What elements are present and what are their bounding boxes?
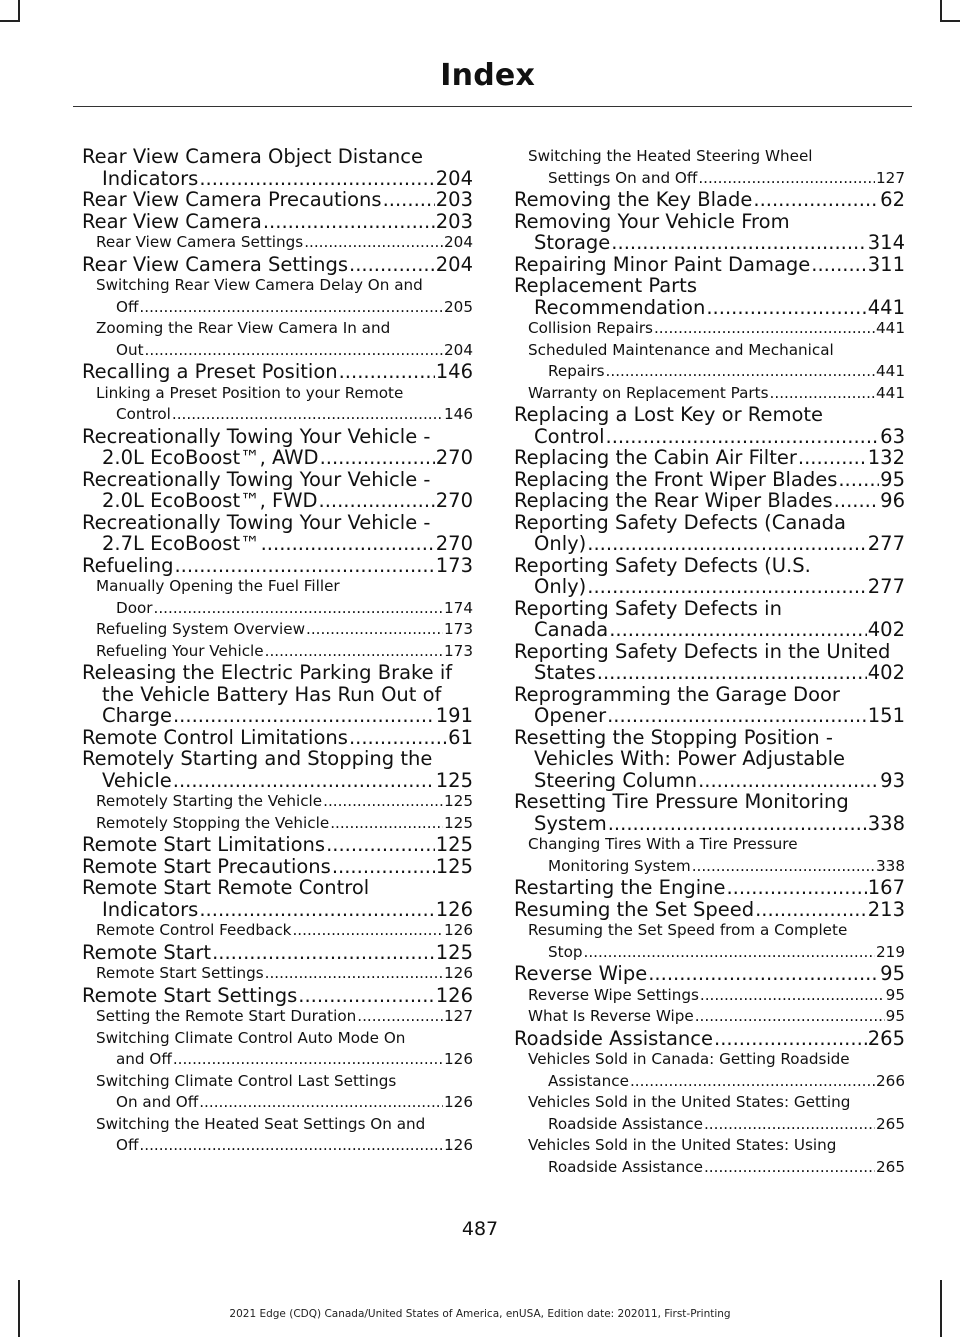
page-reference: 126	[435, 897, 473, 921]
index-subentry	[514, 985, 905, 1007]
page-reference: 277	[867, 532, 905, 555]
index-entry	[514, 490, 905, 512]
page-reference: 174	[444, 598, 473, 617]
index-entry	[82, 985, 473, 1007]
entry-text: Only)	[534, 532, 587, 555]
dot-leader	[706, 297, 866, 319]
entry-text: Reverse Wipe Settings	[528, 985, 699, 1004]
entry-text: Changing Tires With a Tire Pressure	[528, 835, 798, 853]
entry-text: Recreationally Towing Your Vehicle -	[82, 467, 431, 491]
index-subentry	[82, 641, 473, 663]
dot-leader	[212, 942, 435, 964]
index-subentry	[82, 318, 473, 361]
entry-text: Reverse Wipe	[514, 962, 648, 985]
entry-text: Zooming the Rear View Camera In and	[96, 319, 391, 337]
page-reference: 311	[867, 252, 905, 276]
dot-leader	[770, 383, 875, 405]
dot-leader	[306, 619, 443, 641]
entry-text: Recalling a Preset Position	[82, 360, 338, 383]
dot-leader	[298, 985, 435, 1007]
page-reference: 125	[435, 768, 473, 792]
index-entry	[514, 963, 905, 985]
dot-leader	[607, 705, 867, 727]
entry-text: Switching Climate Control Auto Mode On	[96, 1028, 406, 1047]
index-subentry	[514, 920, 905, 963]
index-subentry	[514, 1006, 905, 1028]
index-entry	[514, 555, 905, 598]
entry-text: Remote Control Limitations	[82, 725, 348, 749]
entry-text: Indicators	[102, 166, 199, 190]
entry-text: Rear View Camera Object Distance	[82, 145, 424, 168]
index-subentry	[82, 576, 473, 619]
entry-text: Releasing the Electric Parking Brake if	[82, 661, 453, 684]
entry-text: Remote Start Remote Control	[82, 876, 370, 899]
dot-leader	[838, 469, 879, 491]
index-subentry	[82, 1071, 473, 1114]
index-subentry	[514, 1092, 905, 1135]
page-reference: 204	[435, 252, 473, 276]
dot-leader	[139, 297, 443, 319]
index-entry	[82, 189, 473, 211]
index-entry	[514, 791, 905, 834]
entry-text: Rear View Camera	[82, 209, 262, 233]
page-reference: 125	[444, 792, 473, 810]
entry-text: Reporting Safety Defects in the United	[514, 639, 891, 663]
dot-leader	[339, 361, 435, 383]
dot-leader	[172, 404, 443, 426]
page-reference: 125	[435, 940, 473, 964]
page-reference: 95	[885, 1007, 905, 1025]
entry-text: Replacing the Front Wiper Blades	[514, 467, 838, 491]
entry-text: Refueling System Overview	[96, 620, 306, 638]
page-reference: 277	[867, 575, 905, 598]
index-subentry	[82, 1028, 473, 1071]
dot-leader	[332, 856, 435, 878]
page-reference: 219	[876, 942, 905, 961]
dot-leader	[261, 533, 435, 555]
page-reference: 204	[444, 340, 473, 359]
index-entry	[82, 254, 473, 276]
index-entry	[514, 404, 905, 447]
entry-text: Scheduled Maintenance and Mechanical	[528, 340, 834, 359]
page-reference: 146	[444, 405, 473, 423]
index-subentry	[514, 318, 905, 340]
page-reference: 266	[876, 1071, 905, 1090]
entry-text: Switching the Heated Steering Wheel	[528, 147, 813, 165]
index-entry	[514, 211, 905, 254]
entry-text: Remote Start Settings	[82, 983, 298, 1007]
dot-leader	[834, 490, 880, 512]
index-entry	[82, 856, 473, 878]
page-number: 487	[461, 1218, 499, 1240]
index-entry	[514, 641, 905, 684]
entry-text: Opener	[534, 704, 607, 727]
dot-leader	[263, 211, 435, 233]
entry-text: Control	[116, 405, 171, 423]
dot-leader	[199, 1092, 443, 1114]
entry-text: 2.0L EcoBoost™, AWD	[102, 446, 319, 469]
page-reference: 132	[867, 446, 905, 469]
entry-text: Vehicles With: Power Adjustable	[534, 747, 845, 770]
dot-leader	[811, 254, 866, 276]
page-reference: 338	[867, 811, 905, 835]
index-entry	[514, 899, 905, 921]
entry-text: Steering Column	[534, 768, 698, 792]
entry-text: Monitoring System	[548, 856, 691, 875]
entry-text: Removing Your Vehicle From	[514, 209, 790, 233]
dot-leader	[304, 232, 443, 254]
index-entry	[514, 512, 905, 555]
entry-text: Vehicles Sold in Canada: Getting Roadside	[528, 1050, 850, 1068]
dot-leader	[648, 963, 879, 985]
dot-leader	[199, 168, 434, 190]
dot-leader	[698, 770, 879, 792]
index-subentry	[514, 834, 905, 877]
entry-text: Replacing the Cabin Air Filter	[514, 446, 797, 469]
entry-text: Linking a Preset Position to your Remote	[96, 383, 404, 402]
entry-text: Off	[116, 1136, 139, 1154]
entry-text: Remote Start Limitations	[82, 833, 326, 856]
entry-text: the Vehicle Battery Has Run Out of	[102, 682, 442, 706]
dot-leader	[755, 899, 867, 921]
index-entry	[82, 834, 473, 856]
entry-text: Resetting Tire Pressure Monitoring	[514, 790, 849, 813]
dot-leader	[349, 254, 435, 276]
dot-leader	[154, 598, 443, 620]
entry-text: Switching Rear View Camera Delay On and	[96, 276, 423, 294]
entry-text: Canada	[534, 618, 609, 641]
entry-text: What Is Reverse Wipe	[528, 1007, 694, 1025]
index-subentry	[82, 1006, 473, 1028]
page-reference: 125	[444, 813, 473, 832]
entry-text: Remote Start	[82, 940, 212, 964]
index-entry	[82, 512, 473, 555]
page-reference: 173	[444, 641, 473, 660]
page-reference: 191	[435, 704, 473, 727]
entry-text: Remotely Starting the Vehicle	[96, 792, 323, 810]
index-subentry	[82, 619, 473, 641]
page-reference: 62	[880, 188, 905, 211]
dot-leader	[726, 877, 866, 899]
dot-leader	[597, 662, 867, 684]
dot-leader	[145, 340, 443, 362]
index-entry	[514, 877, 905, 899]
entry-text: 2.7L EcoBoost™	[102, 532, 260, 555]
entry-text: Manually Opening the Fuel Filler	[96, 577, 340, 595]
index-entry	[82, 727, 473, 749]
entry-text: Reporting Safety Defects (Canada	[514, 510, 846, 534]
dot-leader	[357, 1006, 443, 1028]
entry-text: Charge	[102, 704, 172, 727]
entry-text: Vehicles Sold in the United States: Using	[528, 1136, 837, 1154]
page-reference: 95	[880, 467, 905, 491]
entry-text: Roadside Assistance	[514, 1026, 713, 1050]
entry-text: Only)	[534, 575, 587, 598]
index-entry	[82, 146, 473, 189]
page-reference: 126	[444, 1093, 473, 1111]
entry-text: Resuming the Set Speed	[514, 897, 755, 921]
index-entry	[514, 1028, 905, 1050]
page-reference: 213	[867, 897, 905, 921]
dot-leader	[692, 856, 875, 878]
page-reference: 203	[435, 209, 473, 233]
page-reference: 314	[867, 231, 905, 254]
index-subentry	[514, 146, 905, 189]
index-subentry	[82, 1114, 473, 1157]
page-reference: 167	[867, 876, 905, 899]
page-reference: 205	[444, 297, 473, 316]
index-subentry	[82, 275, 473, 318]
page-reference: 126	[444, 1050, 473, 1068]
dot-leader	[139, 1135, 443, 1157]
index-entry	[82, 662, 473, 727]
page-reference: 126	[444, 1136, 473, 1154]
entry-text: Remote Start Settings	[96, 964, 264, 982]
dot-leader	[587, 576, 866, 598]
page-reference: 95	[880, 962, 905, 985]
entry-text: Rear View Camera Settings	[82, 252, 349, 276]
entry-text: System	[534, 811, 607, 835]
index-subentry	[82, 383, 473, 426]
dot-leader	[587, 533, 866, 555]
entry-text: Collision Repairs	[528, 319, 653, 337]
index-entry	[82, 361, 473, 383]
crop-mark	[940, 20, 960, 22]
entry-text: Refueling	[82, 553, 174, 577]
entry-text: Vehicles Sold in the United States: Getting	[528, 1093, 851, 1111]
entry-text: Recreationally Towing Your Vehicle -	[82, 424, 431, 448]
dot-leader	[330, 813, 443, 835]
entry-text: Replacement Parts	[514, 274, 697, 297]
crop-mark	[18, 0, 20, 22]
index-entry	[82, 426, 473, 469]
entry-text: Switching Climate Control Last Settings	[96, 1071, 397, 1090]
page-reference: 338	[876, 856, 905, 875]
entry-text: Storage	[534, 231, 611, 254]
page-reference: 93	[880, 768, 905, 792]
entry-text: Resetting the Stopping Position -	[514, 725, 833, 749]
page-reference: 204	[435, 166, 473, 190]
dot-leader	[584, 942, 875, 964]
dot-leader	[265, 963, 443, 985]
dot-leader	[265, 641, 443, 663]
page-reference: 270	[435, 532, 473, 555]
entry-text: Rear View Camera Precautions	[82, 188, 382, 211]
entry-text: Replacing a Lost Key or Remote	[514, 403, 824, 426]
crop-mark	[0, 20, 20, 22]
dot-leader	[319, 490, 435, 512]
page-reference: 126	[444, 921, 473, 939]
page-reference: 63	[880, 424, 905, 448]
page-reference: 441	[876, 362, 905, 380]
entry-text: Indicators	[102, 897, 199, 921]
index-subentry	[82, 791, 473, 813]
dot-leader	[323, 791, 443, 813]
page-reference: 270	[435, 489, 473, 512]
entry-text: Stop	[548, 942, 583, 961]
page-reference: 173	[444, 620, 473, 638]
entry-text: Repairs	[548, 362, 605, 380]
page-reference: 402	[867, 618, 905, 641]
page-reference: 265	[876, 1114, 905, 1133]
entry-text: Replacing the Rear Wiper Blades	[514, 489, 833, 512]
index-entry	[514, 598, 905, 641]
dot-leader	[753, 189, 879, 211]
entry-text: On and Off	[116, 1093, 199, 1111]
entry-text: Out	[116, 340, 144, 359]
index-subentry	[82, 963, 473, 985]
dot-leader	[173, 1049, 443, 1071]
page-reference: 127	[444, 1007, 473, 1025]
dot-leader	[630, 1071, 875, 1093]
page-reference: 204	[444, 233, 473, 251]
header-divider	[73, 106, 912, 107]
entry-text: Control	[534, 424, 605, 448]
entry-text: Off	[116, 297, 139, 316]
dot-leader	[606, 361, 875, 383]
page-reference: 127	[876, 168, 905, 187]
entry-text: Recreationally Towing Your Vehicle -	[82, 510, 431, 534]
index-subentry	[82, 232, 473, 254]
page-reference: 441	[876, 383, 905, 402]
index-entry	[82, 748, 473, 791]
entry-text: Vehicle	[102, 768, 172, 792]
page-reference: 265	[876, 1157, 905, 1176]
dot-leader	[173, 705, 435, 727]
index-column-right	[514, 146, 905, 1178]
index-subentry	[514, 340, 905, 383]
dot-leader	[199, 899, 434, 921]
dot-leader	[695, 1006, 885, 1028]
dot-leader	[698, 168, 875, 190]
entry-text: Restarting the Engine	[514, 876, 726, 899]
entry-text: Roadside Assistance	[548, 1114, 703, 1133]
entry-text: Rear View Camera Settings	[96, 233, 304, 251]
page-reference: 441	[876, 319, 905, 337]
dot-leader	[714, 1028, 867, 1050]
crop-mark	[940, 0, 942, 22]
dot-leader	[609, 619, 867, 641]
page-reference: 125	[435, 833, 473, 856]
entry-text: Setting the Remote Start Duration	[96, 1007, 357, 1025]
entry-text: Remote Control Feedback	[96, 921, 292, 939]
page-reference: 126	[435, 983, 473, 1007]
entry-text: Reprogramming the Garage Door	[514, 682, 840, 706]
dot-leader	[704, 1157, 875, 1179]
index-entry	[514, 275, 905, 318]
dot-leader	[326, 834, 435, 856]
index-entry	[514, 684, 905, 727]
page-title: Index	[440, 58, 535, 93]
index-entry	[514, 469, 905, 491]
entry-text: Assistance	[548, 1071, 629, 1090]
entry-text: 2.0L EcoBoost™, FWD	[102, 489, 318, 512]
page-reference: 95	[885, 985, 905, 1004]
page-reference: 441	[867, 295, 905, 319]
page-reference: 203	[435, 188, 473, 211]
dot-leader	[654, 318, 875, 340]
index-subentry	[82, 813, 473, 835]
dot-leader	[349, 727, 447, 749]
page-reference: 126	[444, 964, 473, 982]
page-reference: 61	[448, 725, 473, 749]
dot-leader	[320, 447, 435, 469]
index-entry	[514, 254, 905, 276]
index-column-left	[82, 146, 473, 1157]
dot-leader	[174, 555, 434, 577]
dot-leader	[173, 770, 435, 792]
dot-leader	[704, 1114, 875, 1136]
index-entry	[514, 727, 905, 792]
entry-text: Reporting Safety Defects in	[514, 596, 782, 620]
entry-text: Remotely Starting and Stopping the	[82, 747, 433, 770]
index-entry	[514, 189, 905, 211]
dot-leader	[292, 920, 443, 942]
index-subentry	[514, 383, 905, 405]
index-entry	[82, 877, 473, 920]
entry-text: Warranty on Replacement Parts	[528, 383, 769, 402]
dot-leader	[611, 232, 866, 254]
dot-leader	[383, 189, 435, 211]
entry-text: Refueling Your Vehicle	[96, 641, 264, 660]
entry-text: Reporting Safety Defects (U.S.	[514, 553, 811, 577]
dot-leader	[798, 447, 867, 469]
index-entry	[82, 469, 473, 512]
entry-text: Door	[116, 598, 153, 617]
entry-text: Switching the Heated Seat Settings On and	[96, 1114, 426, 1133]
page-reference: 125	[435, 854, 473, 878]
entry-text: Settings On and Off	[548, 168, 698, 187]
entry-text: Repairing Minor Paint Damage	[514, 252, 811, 276]
entry-text: Remotely Stopping the Vehicle	[96, 813, 330, 832]
dot-leader	[606, 426, 880, 448]
entry-text: and Off	[116, 1050, 172, 1068]
page-reference: 96	[880, 489, 905, 512]
entry-text: Resuming the Set Speed from a Complete	[528, 921, 848, 939]
entry-text: Removing the Key Blade	[514, 188, 753, 211]
page-reference: 402	[867, 661, 905, 684]
entry-text: Roadside Assistance	[548, 1157, 703, 1176]
dot-leader	[608, 813, 867, 835]
page-reference: 146	[435, 360, 473, 383]
page-reference: 151	[867, 704, 905, 727]
page-reference: 265	[867, 1026, 905, 1050]
page-reference: 270	[435, 446, 473, 469]
edition-footer: 2021 Edge (CDQ) Canada/United States of America, enUSA, Edition date: 202011, First-Printing	[229, 1308, 731, 1320]
page-reference: 173	[435, 553, 473, 577]
index-entry	[82, 211, 473, 233]
entry-text: Remote Start Precautions	[82, 854, 331, 878]
index-entry	[82, 555, 473, 577]
index-subentry	[82, 920, 473, 942]
entry-text: States	[534, 661, 596, 684]
index-subentry	[514, 1049, 905, 1092]
index-entry	[82, 942, 473, 964]
index-entry	[514, 447, 905, 469]
dot-leader	[700, 985, 885, 1007]
index-subentry	[514, 1135, 905, 1178]
entry-text: Recommendation	[534, 295, 706, 319]
